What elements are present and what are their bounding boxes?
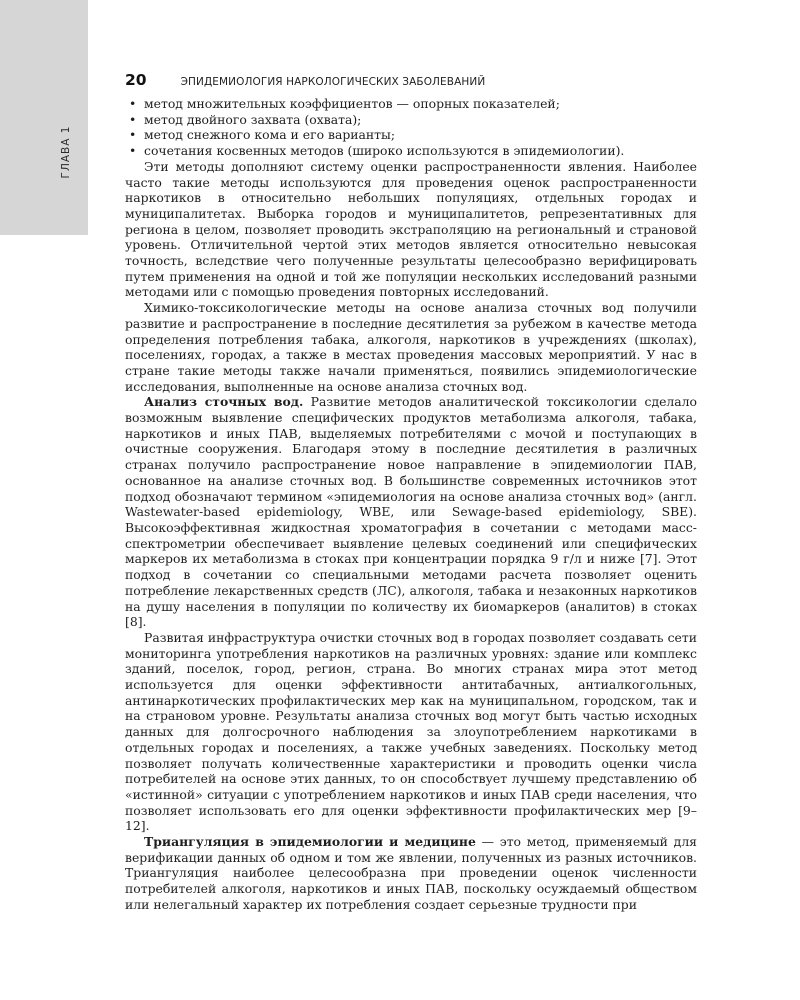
- paragraph: [125, 394, 697, 630]
- list-item-text: метод снежного кома и его варианты;: [144, 127, 396, 143]
- list-item: [125, 112, 697, 128]
- list-item-text: сочетания косвенных методов (широко используются в эпидемиологии).: [144, 143, 625, 159]
- list-item-text: метод двойного захвата (охвата);: [144, 111, 362, 127]
- page-body: [125, 96, 697, 913]
- chapter-label: ГЛАВА 1: [60, 125, 72, 179]
- paragraph: Развитая инфраструктура очистки сточных вод в городах позволяет создавать сети мониторинга употребления наркотиков на различных уровнях: здание или комплекс зданий, поселок, город, регион, страна. Во многих странах мира этот метод используется для оценки эффективности антитабачных, антиалкогольных, антинаркотических профилактических мер как на муниципальном, городском, так и на страновом уровне. Результаты анализа сточных вод могут быть частью исходных данных для долгосрочного наблюдения за злоупотреблением наркотиками в отдельных городах и поселениях, а также учебных заведениях. Поскольку метод позволяет получать количественные характеристики и проводить оценки числа потребителей на основе этих данных, то он способствует лучшему представлению об «истинной» ситуации с употреблением наркотиков и иных ПАВ среди населения, что позволяет использовать его для оценки эффективности профилактических мер [9–12].: [125, 629, 697, 834]
- method-list: [125, 96, 697, 159]
- bullet-icon: •: [129, 127, 137, 143]
- paragraph: Эти методы дополняют систему оценки распространенности явления. Наиболее часто такие методы используются для проведения оценок распространенности наркотиков в относительно небольших популяциях, отдельных городах и муниципалитетах. Выборка городов и муниципалитетов, репрезентативных для региона в целом, позволяет проводить экстраполяцию на региональный и страновой уровень. Отличительной чертой этих методов является относительно невысокая точность, вследствие чего полученные результаты целесообразно верифицировать путем применения на одной и той же популяции нескольких исследований разными методами или с помощью проведения повторных исследований.: [125, 158, 697, 300]
- list-item: [125, 127, 697, 143]
- paragraph: Химико-токсикологические методы на основе анализа сточных вод получили развитие и распространение в последние десятилетия за рубежом в качестве метода определения потребления табака, алкоголя, наркотиков в учреждениях (школах), поселениях, городах, а также в местах проведения массовых мероприятий. У нас в стране такие методы также начали применяться, появились эпидемиологические исследования, выполненные на основе анализа сточных вод.: [125, 300, 697, 394]
- bullet-icon: •: [129, 111, 137, 127]
- book-title: ЭПИДЕМИОЛОГИЯ НАРКОЛОГИЧЕСКИХ ЗАБОЛЕВАНИЙ: [180, 76, 486, 88]
- list-item-text: метод множительных коэффициентов — опорных показателей;: [144, 96, 560, 111]
- list-item: [125, 96, 697, 112]
- section-lead: Триангуляция в эпидемиологии и медицине: [144, 834, 476, 850]
- list-item: [125, 143, 697, 159]
- section-lead: Анализ сточных вод.: [144, 394, 304, 410]
- chapter-tab: [0, 0, 88, 235]
- bullet-icon: •: [129, 143, 137, 159]
- paragraph: [125, 834, 697, 913]
- running-header: [125, 71, 697, 91]
- paragraph-text: Развитие методов аналитической токсикологии сделало возможным выявление специфических продуктов метаболизма алкоголя, табака, наркотиков и иных ПАВ, выделяемых потребителями с мочой и поступающих в очистные сооружения. Благодаря этому в последние десятилетия в различных странах получило распространение новое направление в эпидемиологии ПАВ, основанное на анализе сточных вод. В большинстве современных источников этот подход обозначают термином «эпидемиология на основе анализа сточных вод» (англ. Wastewater-based epidemiology, WBE, или Sewage-based epidemiology, SBE). Высокоэффективная жидкостная хроматография в сочетании с методами масс-спектрометрии обеспечивает выявление целевых соединений или специфических маркеров их метаболизма в стоках при концентрации порядка 9 г/л и ниже [7]. Этот подход в сочетании со специальными методами расчета позволяет оценить потребление лекарственных средств (ЛС), алкоголя, табака и незаконных наркотиков на душу населения в популяции по количеству их биомаркеров (аналитов) в стоках [8].: [125, 394, 698, 630]
- page-number: 20: [125, 71, 147, 89]
- paragraph-text: — это метод, применяемый для верификации данных об одном и том же явлении, полученных из разных источников. Триангуляция наиболее целесообразна при проведении оценок численности потребителей алкоголя, наркотиков и иных ПАВ, поскольку осуждаемый обществом или нелегальный характер их потребления создает серьезные трудности при: [125, 834, 698, 912]
- bullet-icon: •: [129, 96, 137, 111]
